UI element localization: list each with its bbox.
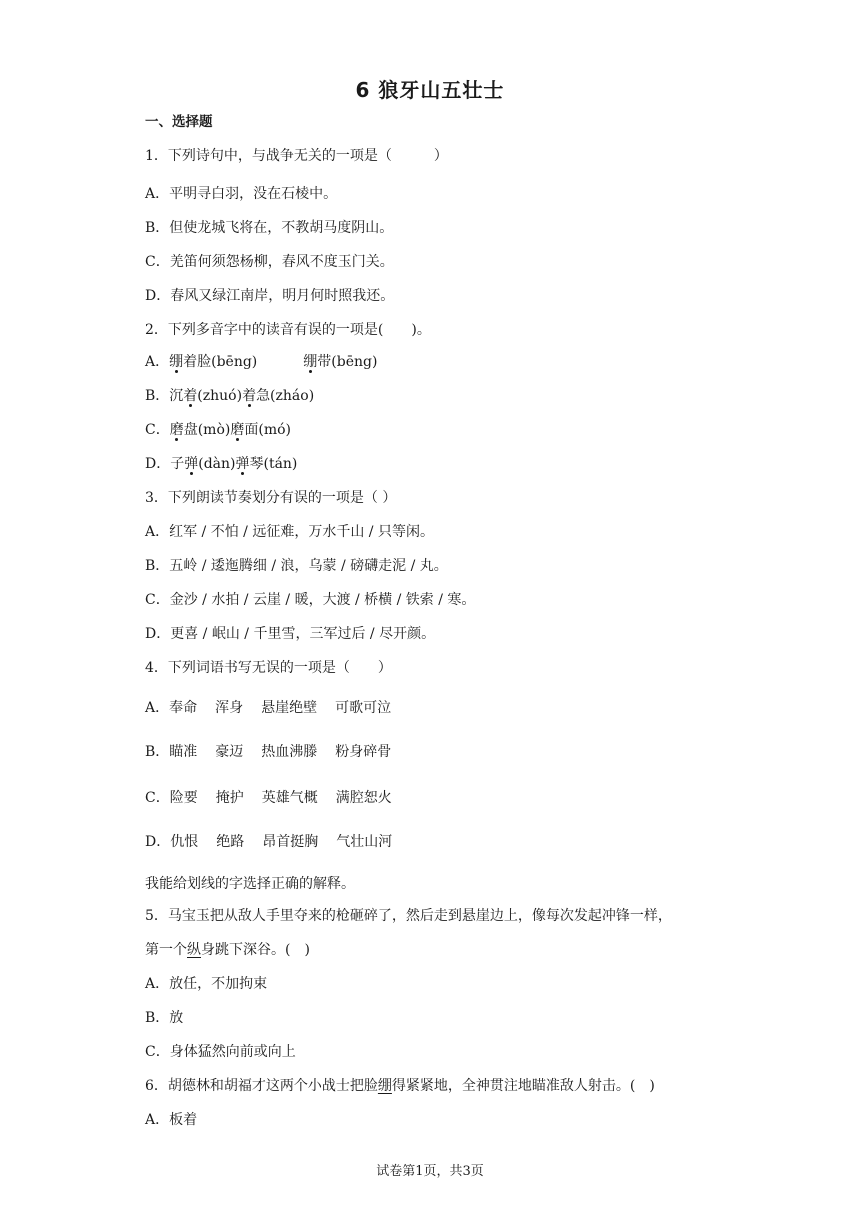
q4-stem: 4．下列词语书写无误的一项是（ ） [145,660,392,676]
option-text: (dàn) [198,456,236,472]
instruction-text: 我能给划线的字选择正确的解释。 [145,876,355,892]
page-footer: 试卷第1页，共3页 [376,1164,484,1179]
word: 昂首挺胸 [262,834,319,850]
dotted-char: 弹 [235,456,250,472]
q6-option-a: A．板着 [145,1112,198,1128]
q1-option-a: A．平明寻白羽，没在石棱中。 [145,186,338,202]
page-title: 6 狼牙山五壮士 [355,78,505,102]
option-prefix: B．沉 [145,388,184,404]
q1-option-d: D．春风又绿江南岸，明月何时照我还。 [145,288,395,304]
q3-option-c: C．金沙 / 水拍 / 云崖 / 暖，大渡 / 桥横 / 铁索 / 寒。 [145,592,476,608]
stem-text: 6．胡德林和胡福才这两个小战士把脸 [145,1078,378,1094]
q3-stem: 3．下列朗读节奏划分有误的一项是（ ） [145,490,397,506]
q4-option-d [145,832,410,852]
word: 浑身 [215,700,244,716]
word: 热血沸滕 [261,744,318,760]
q5-option-a: A．放任，不加拘束 [145,976,268,992]
q2-option-b [145,386,314,406]
q1-stem: 1．下列诗句中，与战争无关的一项是（ ） [145,148,448,164]
q3-option-a: A．红军 / 不怕 / 远征难，万水千山 / 只等闲。 [145,524,434,540]
q1-option-c: C．羌笛何须怨杨柳，春风不度玉门关。 [145,254,394,270]
option-text: 盘(mò) [183,422,231,438]
q2-option-d [145,454,297,474]
dotted-char: 着 [183,388,198,404]
word: 气壮山河 [336,834,393,850]
q5-option-b: B．放 [145,1010,184,1026]
dotted-char: 磨 [230,422,245,438]
option-text: 着脸(bēng) [183,354,258,370]
word: C．险要 [145,790,198,806]
stem-text: 得紧紧地，全神贯注地瞄准敌人射击。( ) [391,1078,655,1094]
word: 满腔恕火 [335,790,392,806]
word: 掩护 [215,790,244,806]
q4-option-b [145,742,409,762]
q3-option-d: D．更喜 / 岷山 / 千里雪，三军过后 / 尽开颜。 [145,626,436,642]
q4-option-c [145,788,410,808]
stem-text: 身跳下深谷。( ) [201,942,310,958]
option-text: (zhuó) [197,388,243,404]
option-text: 面(mó) [244,422,291,438]
word: 可歌可泣 [335,700,392,716]
underlined-char: 纵 [187,942,201,958]
word: 绝路 [216,834,245,850]
dotted-char: 着 [242,388,257,404]
q2-stem: 2．下列多音字中的读音有误的一项是( )。 [145,322,431,338]
option-prefix: D．子 [145,456,185,472]
word: 豪迈 [215,744,244,760]
word: 英雄气概 [261,790,318,806]
stem-text: 第一个 [145,942,187,958]
option-prefix: A． [145,354,170,370]
word: D．仇恨 [145,834,199,850]
q1-option-b: B．但使龙城飞将在，不教胡马度阴山。 [145,220,394,236]
option-prefix: C． [145,422,170,438]
section-heading: 一、选择题 [145,114,213,130]
q4-option-a [145,698,409,718]
dotted-char: 磨 [169,422,184,438]
word: 粉身碎骨 [335,744,392,760]
word: 悬崖绝壁 [261,700,318,716]
option-text: 带(bēng) [317,354,378,370]
underlined-char: 绷 [377,1078,392,1094]
q6-stem [145,1076,655,1096]
q2-option-a [145,352,377,372]
dotted-char: 绷 [169,354,184,370]
q3-option-b: B．五岭 / 逶迤腾细 / 浪，乌蒙 / 磅礴走泥 / 丸。 [145,558,448,574]
dotted-char: 绷 [303,354,318,370]
word: A．奉命 [145,700,198,716]
q5-stem-line2 [145,940,310,960]
option-text: 急(zháo) [256,388,315,404]
dotted-char: 弹 [184,456,199,472]
option-text: 琴(tán) [249,456,298,472]
q5-stem-line1: 5．马宝玉把从敌人手里夺来的枪砸碎了，然后走到悬崖边上，像每次发起冲锋一样， [145,908,672,924]
word: B．瞄准 [145,744,198,760]
q2-option-c [145,420,291,440]
q5-option-c: C．身体猛然向前或向上 [145,1044,296,1060]
